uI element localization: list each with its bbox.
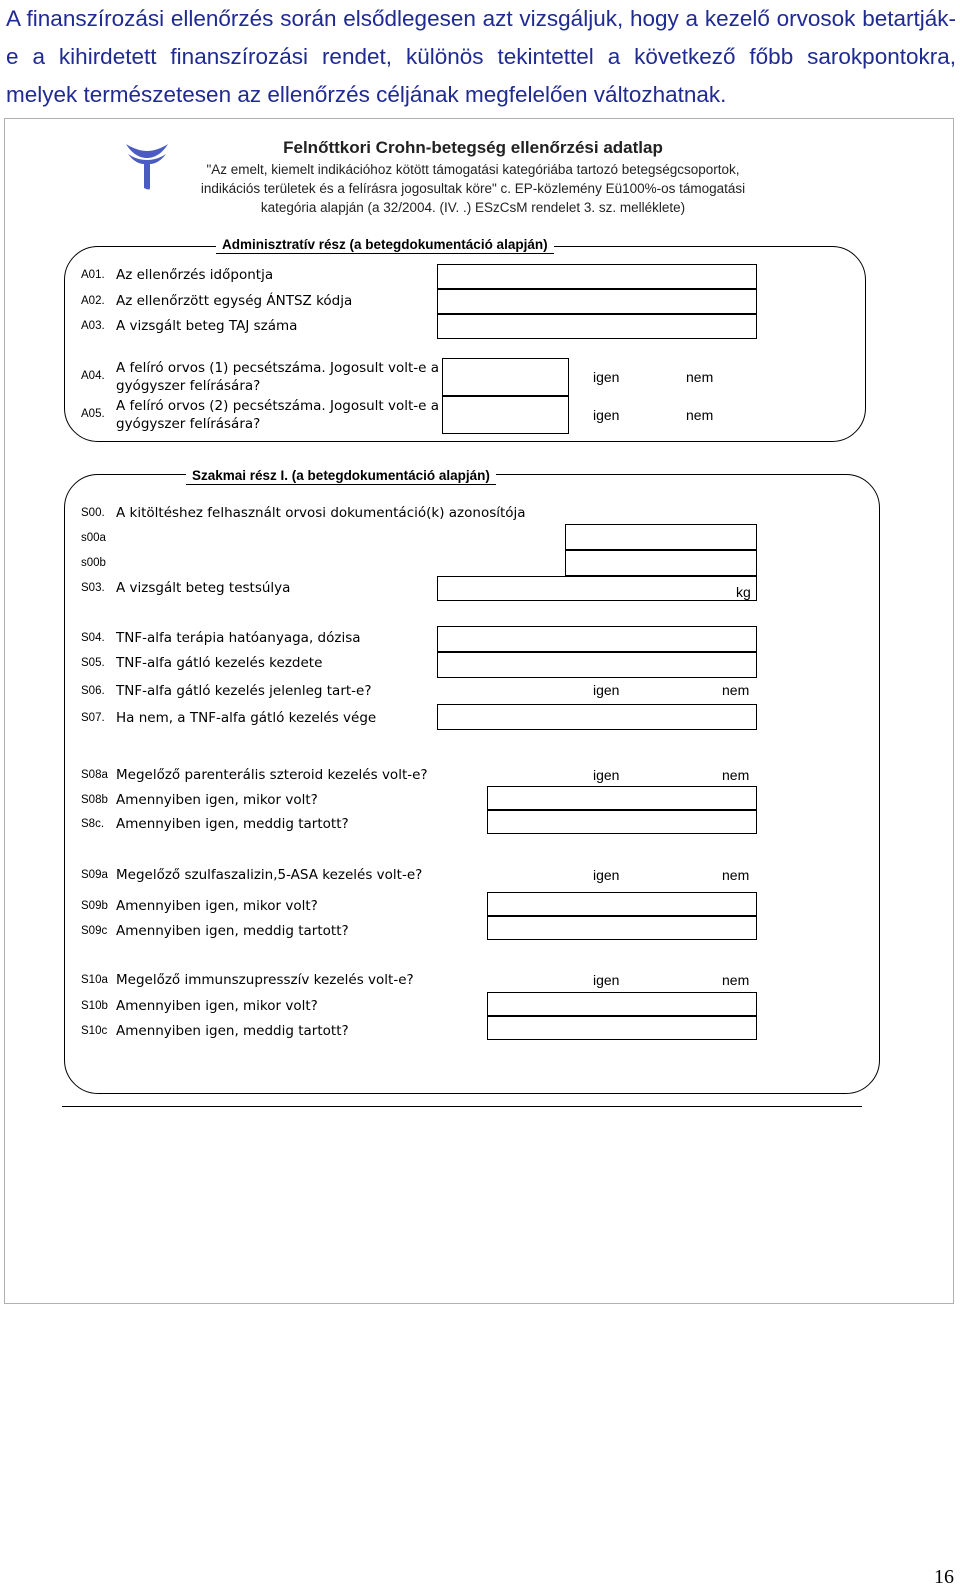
s08c-code: S8c.: [81, 818, 105, 830]
page-number: 16: [934, 1566, 954, 1588]
a03-code: A03.: [81, 320, 105, 332]
a05-yes-option[interactable]: igen: [593, 407, 620, 423]
form-subtitle: "Az emelt, kiemelt indikációhoz kötött támogatási kategóriába tartozó betegségcsoportok, indikációs területek és a felírásra jogosultak köre" c. EP-közlemény Eü100%-os támogatási kategória alapján (a 32/2004. (IV. .) ESzCsM rendelet 3. sz. melléklete): [200, 162, 746, 215]
s05-input[interactable]: [437, 652, 757, 678]
s08a-no-option[interactable]: nem: [722, 767, 750, 783]
s08a-label: Megelőző parenterális szteroid kezelés volt-e?: [116, 767, 428, 783]
s05-label: TNF-alfa gátló kezelés kezdete: [116, 655, 323, 671]
a03-label: A vizsgált beteg TAJ száma: [116, 318, 298, 334]
s06-no-option[interactable]: nem: [722, 682, 750, 698]
a03-input[interactable]: [437, 314, 757, 339]
s10a-label: Megelőző immunszupresszív kezelés volt-e?: [116, 972, 414, 988]
s03-label: A vizsgált beteg testsúlya: [116, 580, 291, 596]
a05-stamp-input[interactable]: [442, 396, 569, 434]
s08c-label: Amennyiben igen, meddig tartott?: [116, 816, 349, 832]
s07-input[interactable]: [437, 704, 757, 730]
s04-label: TNF-alfa terápia hatóanyaga, dózisa: [116, 630, 361, 646]
s04-input[interactable]: [437, 626, 757, 652]
s04-code: S04.: [81, 632, 105, 644]
s07-code: S07.: [81, 712, 105, 724]
s09c-code: S09c: [81, 925, 108, 937]
s10b-label: Amennyiben igen, mikor volt?: [116, 998, 318, 1014]
s10a-no-option[interactable]: nem: [722, 972, 750, 988]
a01-input[interactable]: [437, 264, 757, 289]
s10b-input[interactable]: [487, 992, 757, 1016]
s03-code: S03.: [81, 582, 105, 594]
a05-no-option[interactable]: nem: [686, 407, 714, 423]
s00b-code: s00b: [81, 557, 106, 569]
s08a-yes-option[interactable]: igen: [593, 767, 620, 783]
s09a-label: Megelőző szulfaszalizin,5-ASA kezelés volt-e?: [116, 867, 423, 883]
s08b-label: Amennyiben igen, mikor volt?: [116, 792, 318, 808]
s08c-input[interactable]: [487, 810, 757, 834]
s08b-input[interactable]: [487, 786, 757, 810]
s06-code: S06.: [81, 685, 105, 697]
a01-label: Az ellenőrzés időpontja: [116, 267, 274, 283]
s10b-code: S10b: [81, 1000, 108, 1012]
s06-label: TNF-alfa gátló kezelés jelenleg tart-e?: [116, 683, 372, 699]
a02-input[interactable]: [437, 289, 757, 314]
pharmacy-logo-icon: [124, 140, 170, 192]
s00-code: S00.: [81, 507, 105, 519]
s09a-yes-option[interactable]: igen: [593, 867, 620, 883]
a04-stamp-input[interactable]: [442, 358, 569, 396]
s09c-label: Amennyiben igen, meddig tartott?: [116, 923, 349, 939]
s10c-label: Amennyiben igen, meddig tartott?: [116, 1023, 349, 1039]
s09a-code: S09a: [81, 869, 108, 881]
form-title: Felnőttkori Crohn-betegség ellenőrzési adatlap: [283, 138, 663, 157]
a04-no-option[interactable]: nem: [686, 369, 714, 385]
s10a-code: S10a: [81, 974, 108, 986]
s10a-yes-option[interactable]: igen: [593, 972, 620, 988]
s09b-code: S09b: [81, 900, 108, 912]
s09c-input[interactable]: [487, 916, 757, 940]
intro-paragraph: A finanszírozási ellenőrzés során elsődlegesen azt vizsgáljuk, hogy a kezelő orvosok betartják-e a kihirdetett finanszírozási rendet, különös tekintettel a következő főbb sarokpontokra, melyek természetesen az ellenőrzés céljának megfelelően változhatnak.: [6, 6, 956, 107]
bottom-divider: [62, 1106, 862, 1107]
s09a-no-option[interactable]: nem: [722, 867, 750, 883]
s06-yes-option[interactable]: igen: [593, 682, 620, 698]
s00b-input[interactable]: [565, 550, 757, 576]
s05-code: S05.: [81, 657, 105, 669]
s07-label: Ha nem, a TNF-alfa gátló kezelés vége: [116, 710, 377, 726]
professional-section-heading: Szakmai rész I. (a betegdokumentáció alapján): [186, 468, 496, 485]
s03-input[interactable]: [437, 576, 757, 601]
a05-code: A05.: [81, 408, 105, 420]
a05-label: A felíró orvos (2) pecsétszáma. Jogosult volt-e a gyógyszer felírására?: [116, 398, 440, 432]
s00a-input[interactable]: [565, 524, 757, 550]
s10c-input[interactable]: [487, 1016, 757, 1040]
a04-label: A felíró orvos (1) pecsétszáma. Jogosult volt-e a gyógyszer felírására?: [116, 360, 440, 394]
s03-unit: kg: [736, 584, 751, 600]
s09b-input[interactable]: [487, 892, 757, 916]
a02-code: A02.: [81, 295, 105, 307]
s09b-label: Amennyiben igen, mikor volt?: [116, 898, 318, 914]
s08a-code: S08a: [81, 769, 108, 781]
s08b-code: S08b: [81, 794, 108, 806]
a01-code: A01.: [81, 269, 105, 281]
a04-yes-option[interactable]: igen: [593, 369, 620, 385]
a04-code: A04.: [81, 370, 105, 382]
admin-section-heading: Adminisztratív rész (a betegdokumentáció alapján): [216, 237, 554, 254]
s10c-code: S10c: [81, 1025, 108, 1037]
a02-label: Az ellenőrzött egység ÁNTSZ kódja: [116, 293, 353, 309]
s00-label: A kitöltéshez felhasznált orvosi dokumentáció(k) azonosítója: [116, 505, 526, 521]
s00a-code: s00a: [81, 532, 106, 544]
